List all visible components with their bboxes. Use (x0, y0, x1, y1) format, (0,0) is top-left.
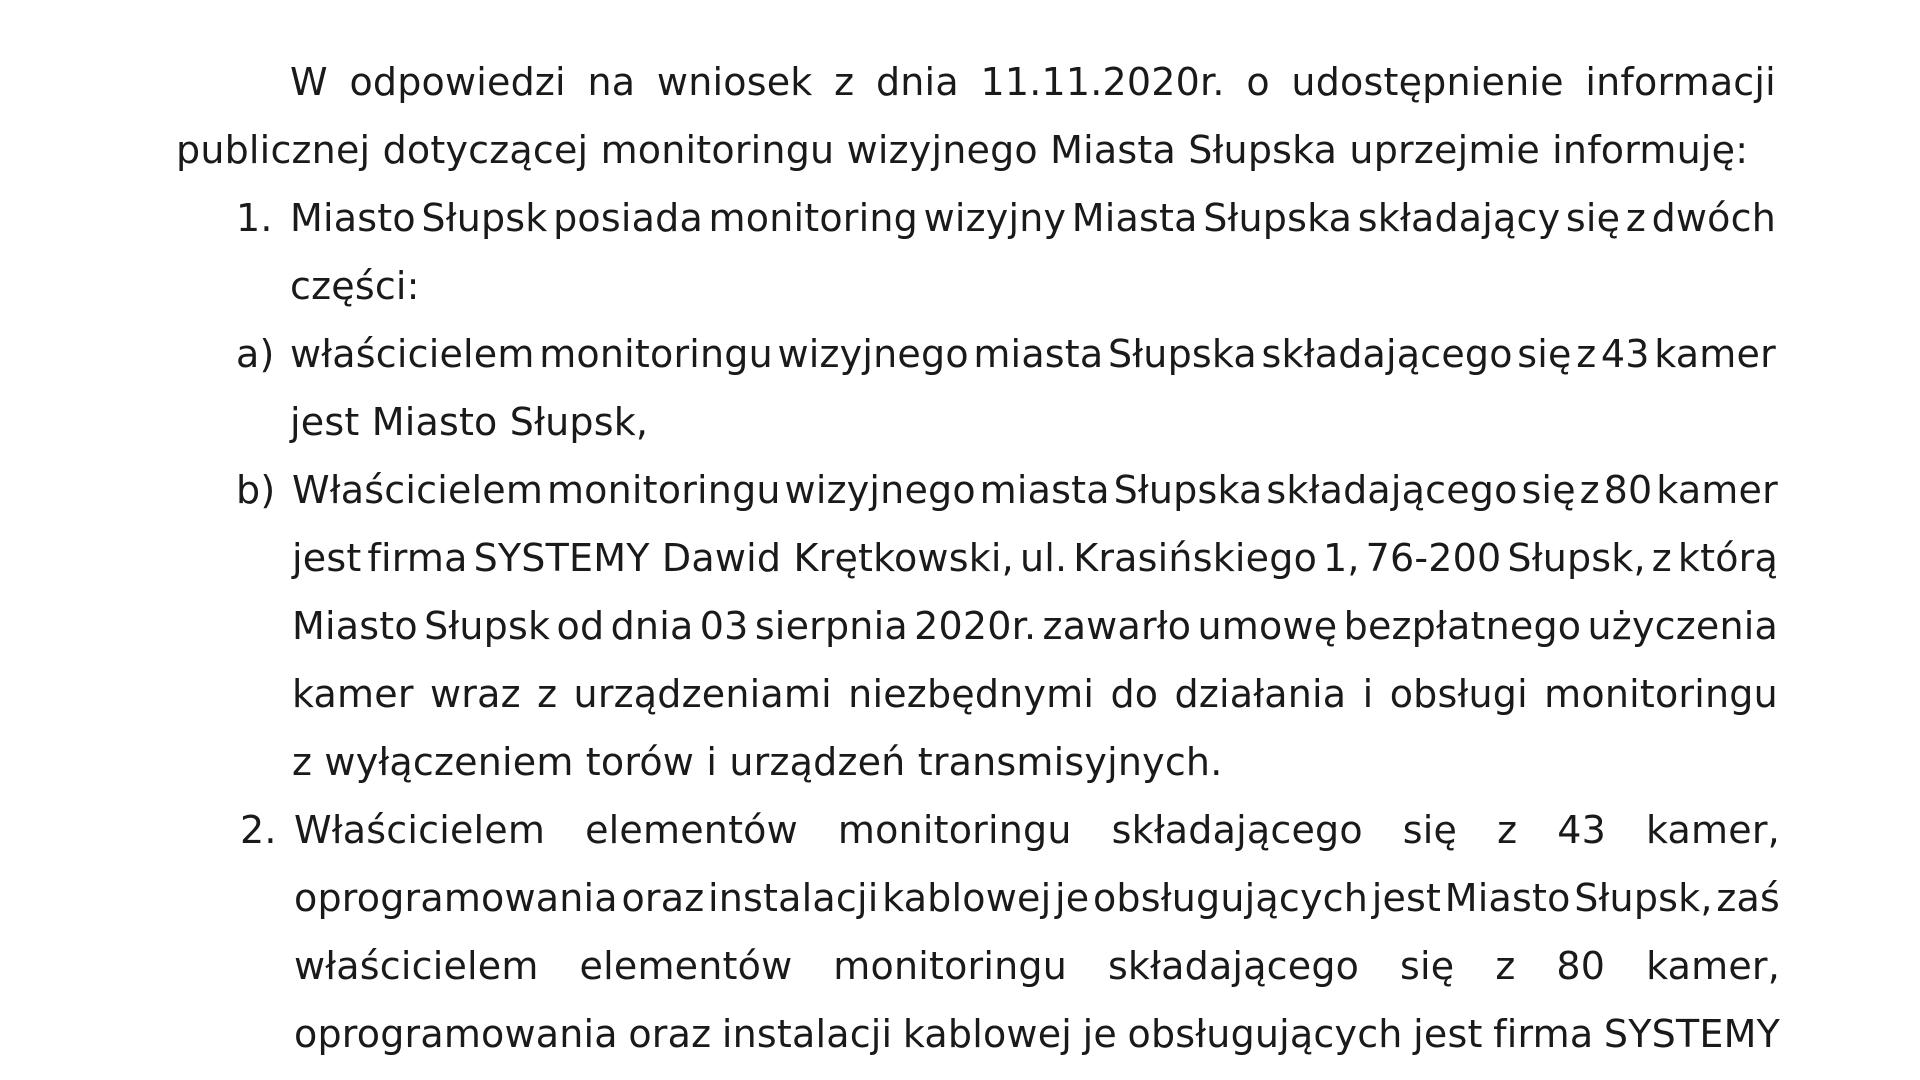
item-2-marker: 2. (240, 808, 277, 852)
word: składający (1357, 196, 1561, 240)
word: Słupska (1203, 196, 1353, 240)
word: miasta (979, 468, 1110, 512)
word: kamer, (1646, 944, 1780, 988)
word: Miasta (1071, 196, 1198, 240)
word: Miasto (290, 196, 416, 240)
item-a-line-2: jest Miasto Słupsk, (290, 400, 649, 444)
word: Krasińskiego (1073, 536, 1318, 580)
word: się (1400, 944, 1455, 988)
word: firma (367, 536, 468, 580)
item-a-line-1 (290, 320, 1776, 388)
word: 76-200 (1365, 536, 1502, 580)
word: składającego (1111, 808, 1363, 852)
word: Słupsk, (1507, 536, 1646, 580)
word: jest (1371, 876, 1442, 920)
word: zawarło (1042, 604, 1192, 648)
word: z (1576, 332, 1597, 376)
word: je (1054, 876, 1090, 920)
item-2-line-2 (294, 864, 1780, 932)
word: się (1521, 468, 1576, 512)
intro-line-1 (290, 48, 1776, 116)
word: udostępnienie (1291, 60, 1564, 104)
word: od (556, 604, 605, 648)
word: 03 (699, 604, 749, 648)
word: oprogramowania (294, 876, 618, 920)
item-b-line-3 (292, 592, 1778, 660)
word: monitoringu (837, 808, 1072, 852)
word: z (834, 60, 855, 104)
word: składającego (1261, 332, 1513, 376)
word: posiada (553, 196, 703, 240)
item-2-line-4 (294, 1000, 1780, 1068)
word: kablowej (902, 1012, 1073, 1056)
word: składającego (1107, 944, 1360, 988)
word: kamer (1654, 332, 1776, 376)
word: 43 (1600, 332, 1650, 376)
word: 1, (1322, 536, 1360, 580)
word: się (1402, 808, 1458, 852)
word: odpowiedzi (349, 60, 566, 104)
word: monitoringu (1544, 672, 1778, 716)
word: się (1565, 196, 1621, 240)
item-1-marker: 1. (236, 196, 273, 240)
word: i (1362, 672, 1374, 716)
word: ul. (1019, 536, 1068, 580)
word: się (1517, 332, 1572, 376)
word: z (1625, 196, 1646, 240)
word: monitoringu (546, 468, 781, 512)
word: sierpnia (754, 604, 908, 648)
word: Słupsk (424, 604, 551, 648)
word: umowę (1197, 604, 1338, 648)
word: monitoring (708, 196, 918, 240)
word: zaś (1716, 876, 1780, 920)
word: z (1497, 808, 1518, 852)
word: SYSTEMY (1603, 1012, 1780, 1056)
word: niezbędnymi (848, 672, 1095, 716)
word: 43 (1557, 808, 1607, 852)
word: elementów (585, 808, 798, 852)
item-b-line-2 (292, 524, 1778, 592)
word: kamer, (1646, 808, 1780, 852)
word: je (1082, 1012, 1117, 1056)
item-a-marker: a) (236, 332, 275, 376)
word: jest (292, 536, 362, 580)
word: z (1579, 468, 1600, 512)
word: kablowej (882, 876, 1052, 920)
word: wizyjnego (784, 468, 976, 512)
word: oraz (628, 1012, 712, 1056)
word: dnia (610, 604, 694, 648)
word: firma (1493, 1012, 1594, 1056)
word: Właścicielem (292, 468, 544, 512)
word: monitoringu (833, 944, 1068, 988)
item-2-line-3 (294, 932, 1780, 1000)
word: 80 (1556, 944, 1606, 988)
word: dwóch (1651, 196, 1776, 240)
word: informacji (1585, 60, 1776, 104)
word: 80 (1603, 468, 1653, 512)
item-b-line-1 (292, 456, 1778, 524)
word: monitoringu (539, 332, 773, 376)
word: z (1651, 536, 1672, 580)
word: 11.11.2020r. (980, 60, 1225, 104)
word: obsługi (1389, 672, 1528, 716)
word: kamer (292, 672, 414, 716)
item-1-line-2: części: (290, 264, 420, 308)
word: użyczenia (1587, 604, 1778, 648)
item-b-line-4 (292, 660, 1778, 728)
word: działania (1174, 672, 1347, 716)
word: miasta (973, 332, 1104, 376)
word: SYSTEMY Dawid Krętkowski, (473, 536, 1014, 580)
word: oraz (621, 876, 705, 920)
item-2-line-1 (294, 796, 1780, 864)
word: Słupsk, (1574, 876, 1713, 920)
word: elementów (579, 944, 793, 988)
word: Słupska (1107, 332, 1257, 376)
word: do (1110, 672, 1159, 716)
word: którą (1677, 536, 1778, 580)
word: wraz (429, 672, 521, 716)
word: składającego (1266, 468, 1518, 512)
item-b-line-5: z wyłączeniem torów i urządzeń transmisyjnych. (292, 740, 1223, 784)
intro-line-2: publicznej dotyczącej monitoringu wizyjnego Miasta Słupska uprzejmie informuję: (176, 128, 1749, 172)
word: obsługujących (1092, 876, 1369, 920)
word: oprogramowania (294, 1012, 618, 1056)
word: wniosek (656, 60, 813, 104)
word: bezpłatnego (1343, 604, 1582, 648)
item-1-line-1 (290, 184, 1776, 252)
word: 2020r. (914, 604, 1037, 648)
word: dnia (875, 60, 959, 104)
word: W (290, 60, 328, 104)
word: właścicielem (290, 332, 535, 376)
word: urządzeniami (573, 672, 832, 716)
word: instalacji (721, 1012, 893, 1056)
word: Miasto (292, 604, 418, 648)
word: Właścicielem (294, 808, 546, 852)
word: instalacji (708, 876, 879, 920)
word: obsługujących (1127, 1012, 1403, 1056)
word: z (1495, 944, 1516, 988)
word: Słupska (1113, 468, 1263, 512)
word: na (587, 60, 636, 104)
word: o (1246, 60, 1270, 104)
word: kamer (1656, 468, 1778, 512)
word: Miasto (1444, 876, 1571, 920)
word: wizyjny (923, 196, 1067, 240)
word: Słupsk (421, 196, 548, 240)
word: jest (1413, 1012, 1483, 1056)
word: wizyjnego (777, 332, 969, 376)
word: z (537, 672, 558, 716)
word: właścicielem (294, 944, 539, 988)
item-b-marker: b) (236, 468, 276, 512)
